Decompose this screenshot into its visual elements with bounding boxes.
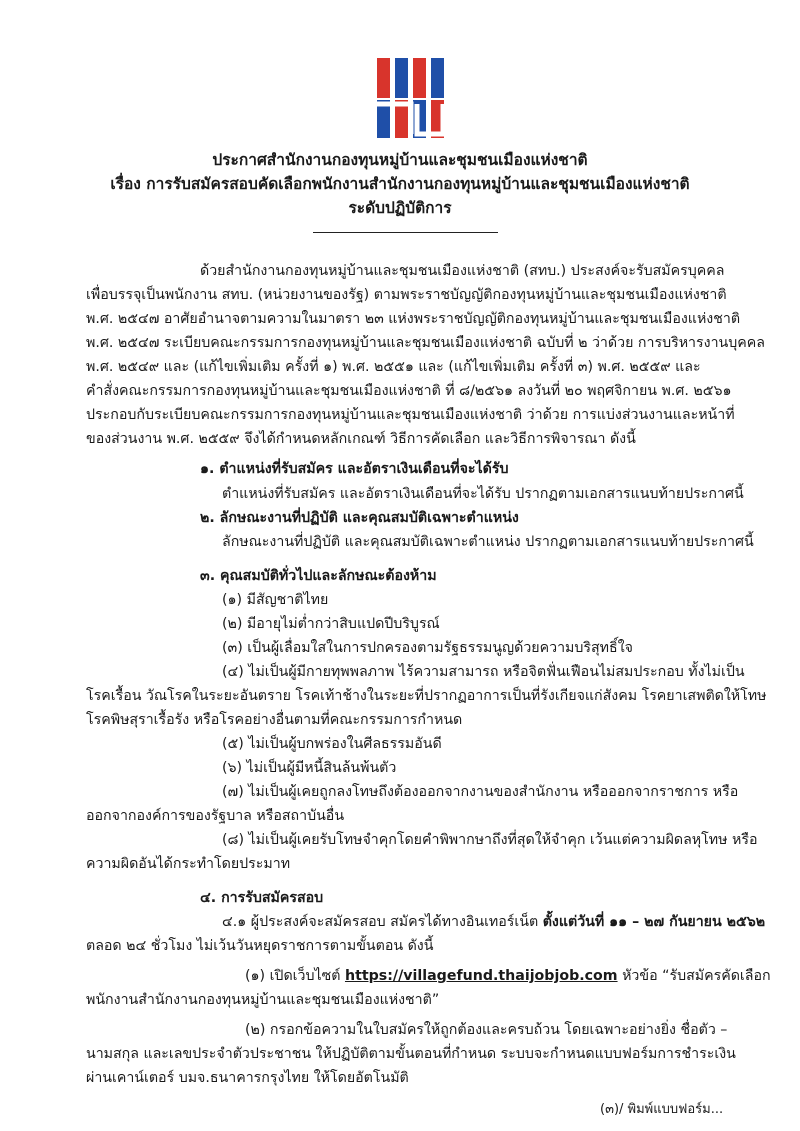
intro-line: ของส่วนงาน พ.ศ. ๒๕๕๙ จึงได้กำหนดหลักเกณฑ์ วิธีการคัดเลือก และวิธีการพิจารณา ดังนี้ (86, 431, 636, 447)
step-1-text: (๑) เปิดเว็บไซต์ (245, 968, 345, 984)
intro-line: เพื่อบรรจุเป็นพนักงาน สทบ. (หน่วยงานของรัฐ) ตามพระราชบัญญัติกองทุนหมู่บ้านและชุมชนเมืองแห่งชาติ (86, 287, 727, 303)
step-1 (245, 966, 771, 986)
section-3-heading: ๓. คุณสมบัติทั่วไปและลักษณะต้องห้าม (200, 568, 437, 584)
qualification-item-cont: โรคพิษสุราเรื้อรัง หรือโรคอย่างอื่นตามที่คณะกรรมการกำหนด (86, 712, 463, 728)
application-period (222, 912, 765, 932)
qualification-item: (๒) มีอายุไม่ต่ำกว่าสิบแปดปีบริบูรณ์ (222, 616, 440, 632)
section-1-body: ตำแหน่งที่รับสมัคร และอัตราเงินเดือนที่จะได้รับ ปรากฏตามเอกสารแนบท้ายประกาศนี้ (222, 486, 744, 502)
announcement-subject: เรื่อง การรับสมัครสอบคัดเลือกพนักงานสำนักงานกองทุนหมู่บ้านและชุมชนเมืองแห่งชาติ (110, 175, 690, 193)
qualification-item: (๘) ไม่เป็นผู้เคยรับโทษจำคุกโดยคำพิพากษาถึงที่สุดให้จำคุก เว้นแต่ความผิดลหุโทษ หรือ (222, 832, 758, 848)
section-2-body: ลักษณะงานที่ปฏิบัติ และคุณสมบัติเฉพาะตำแหน่ง ปรากฏตามเอกสารแนบท้ายประกาศนี้ (222, 534, 754, 550)
announcement-title: ประกาศสำนักงานกองทุนหมู่บ้านและชุมชนเมืองแห่งชาติ (212, 151, 588, 169)
qualification-item-cont: ออกจากองค์การของรัฐบาล หรือสถาบันอื่น (86, 808, 345, 824)
announcement-level: ระดับปฏิบัติการ (348, 199, 452, 217)
ktb-logo (373, 58, 455, 138)
section-2-heading: ๒. ลักษณะงานที่ปฏิบัติ และคุณสมบัติเฉพาะตำแหน่ง (200, 510, 519, 526)
intro-line: คำสั่งคณะกรรมการกองทุนหมู่บ้านและชุมชนเมืองแห่งชาติ ที่ ๘/๒๕๖๑ ลงวันที่ ๒๐ พฤศจิกายน พ.ศ. ๒๕๖๑ (86, 383, 732, 399)
intro-line: พ.ศ. ๒๕๔๗ ระเบียบคณะกรรมการกองทุนหมู่บ้านและชุมชนเมืองแห่งชาติ ฉบับที่ ๒ ว่าด้วย การบริหารงานบุคคล (86, 335, 765, 351)
section-4-heading: ๔. การรับสมัครสอบ (200, 890, 324, 906)
intro-line: ประกอบกับระเบียบคณะกรรมการกองทุนหมู่บ้านและชุมชนเมืองแห่งชาติ ว่าด้วย การแบ่งส่วนงานและหน้าที่ (86, 407, 735, 423)
step-1-topic: หัวข้อ “รับสมัครคัดเลือก (617, 968, 771, 984)
application-period-cont: ตลอด ๒๔ ชั่วโมง ไม่เว้นวันหยุดราชการตามขั้นตอน ดังนี้ (86, 938, 434, 954)
qualification-item: (๗) ไม่เป็นผู้เคยถูกลงโทษถึงต้องออกจากงานของสำนักงาน หรือออกจากราชการ หรือ (222, 784, 739, 800)
section-1-heading: ๑. ตำแหน่งที่รับสมัคร และอัตราเงินเดือนที่จะได้รับ (200, 461, 509, 477)
qualification-item: (๔) ไม่เป็นผู้มีกายทุพพลภาพ ไร้ความสามารถ หรือจิตฟั่นเฟือนไม่สมประกอบ ทั้งไม่เป็น (222, 664, 745, 680)
website-link[interactable]: https://villagefund.thaijobjob.com (344, 968, 618, 984)
continued-note: (๓)/ พิมพ์แบบฟอร์ม... (600, 1102, 724, 1117)
qualification-item: (๕) ไม่เป็นผู้บกพร่องในศีลธรรมอันดี (222, 736, 442, 752)
step-1-cont: พนักงานสำนักงานกองทุนหมู่บ้านและชุมชนเมืองแห่งชาติ” (86, 992, 440, 1008)
application-period-text: ๔.๑ ผู้ประสงค์จะสมัครสอบ สมัครได้ทางอินเทอร์เน็ต (222, 914, 543, 930)
qualification-item: (๖) ไม่เป็นผู้มีหนี้สินล้นพ้นตัว (222, 760, 397, 776)
step-2-cont: นามสกุล และเลขประจำตัวประชาชน ให้ปฏิบัติตามขั้นตอนที่กำหนด ระบบจะกำหนดแบบฟอร์มการชำระเงิน (86, 1046, 736, 1062)
qualification-item-cont: โรคเรื้อน วัณโรคในระยะอันตราย โรคเท้าช้างในระยะที่ปรากฏอาการเป็นที่รังเกียจแก่สังคม โรคยาเสพติดให้โทษ (86, 688, 767, 704)
qualification-item: (๑) มีสัญชาติไทย (222, 592, 329, 608)
qualification-item: (๓) เป็นผู้เลื่อมใสในการปกครองตามรัฐธรรมนูญด้วยความบริสุทธิ์ใจ (222, 640, 633, 656)
title-divider (313, 232, 498, 233)
intro-line: พ.ศ. ๒๕๔๗ อาศัยอำนาจตามความในมาตรา ๒๓ แห่งพระราชบัญญัติกองทุนหมู่บ้านและชุมชนเมืองแห่งชาติ (86, 311, 741, 327)
step-2-cont: ผ่านเคาน์เตอร์ บมจ.ธนาคารกรุงไทย ให้โดยอัตโนมัติ (86, 1070, 409, 1086)
step-2: (๒) กรอกข้อความในใบสมัครให้ถูกต้องและครบถ้วน โดยเฉพาะอย่างยิ่ง ชื่อตัว – (245, 1022, 728, 1038)
intro-line: ด้วยสำนักงานกองทุนหมู่บ้านและชุมชนเมืองแห่งชาติ (สทบ.) ประสงค์จะรับสมัครบุคคล (200, 263, 725, 279)
qualification-item-cont: ความผิดอันได้กระทำโดยประมาท (86, 856, 291, 872)
application-dates: ตั้งแต่วันที่ ๑๑ – ๒๗ กันยายน ๒๕๖๒ (542, 914, 766, 930)
intro-line: พ.ศ. ๒๕๔๙ และ (แก้ไขเพิ่มเติม ครั้งที่ ๑) พ.ศ. ๒๕๕๑ และ (แก้ไขเพิ่มเติม ครั้งที่ ๓) พ.ศ. ๒๕๕๙ และ (86, 359, 701, 375)
